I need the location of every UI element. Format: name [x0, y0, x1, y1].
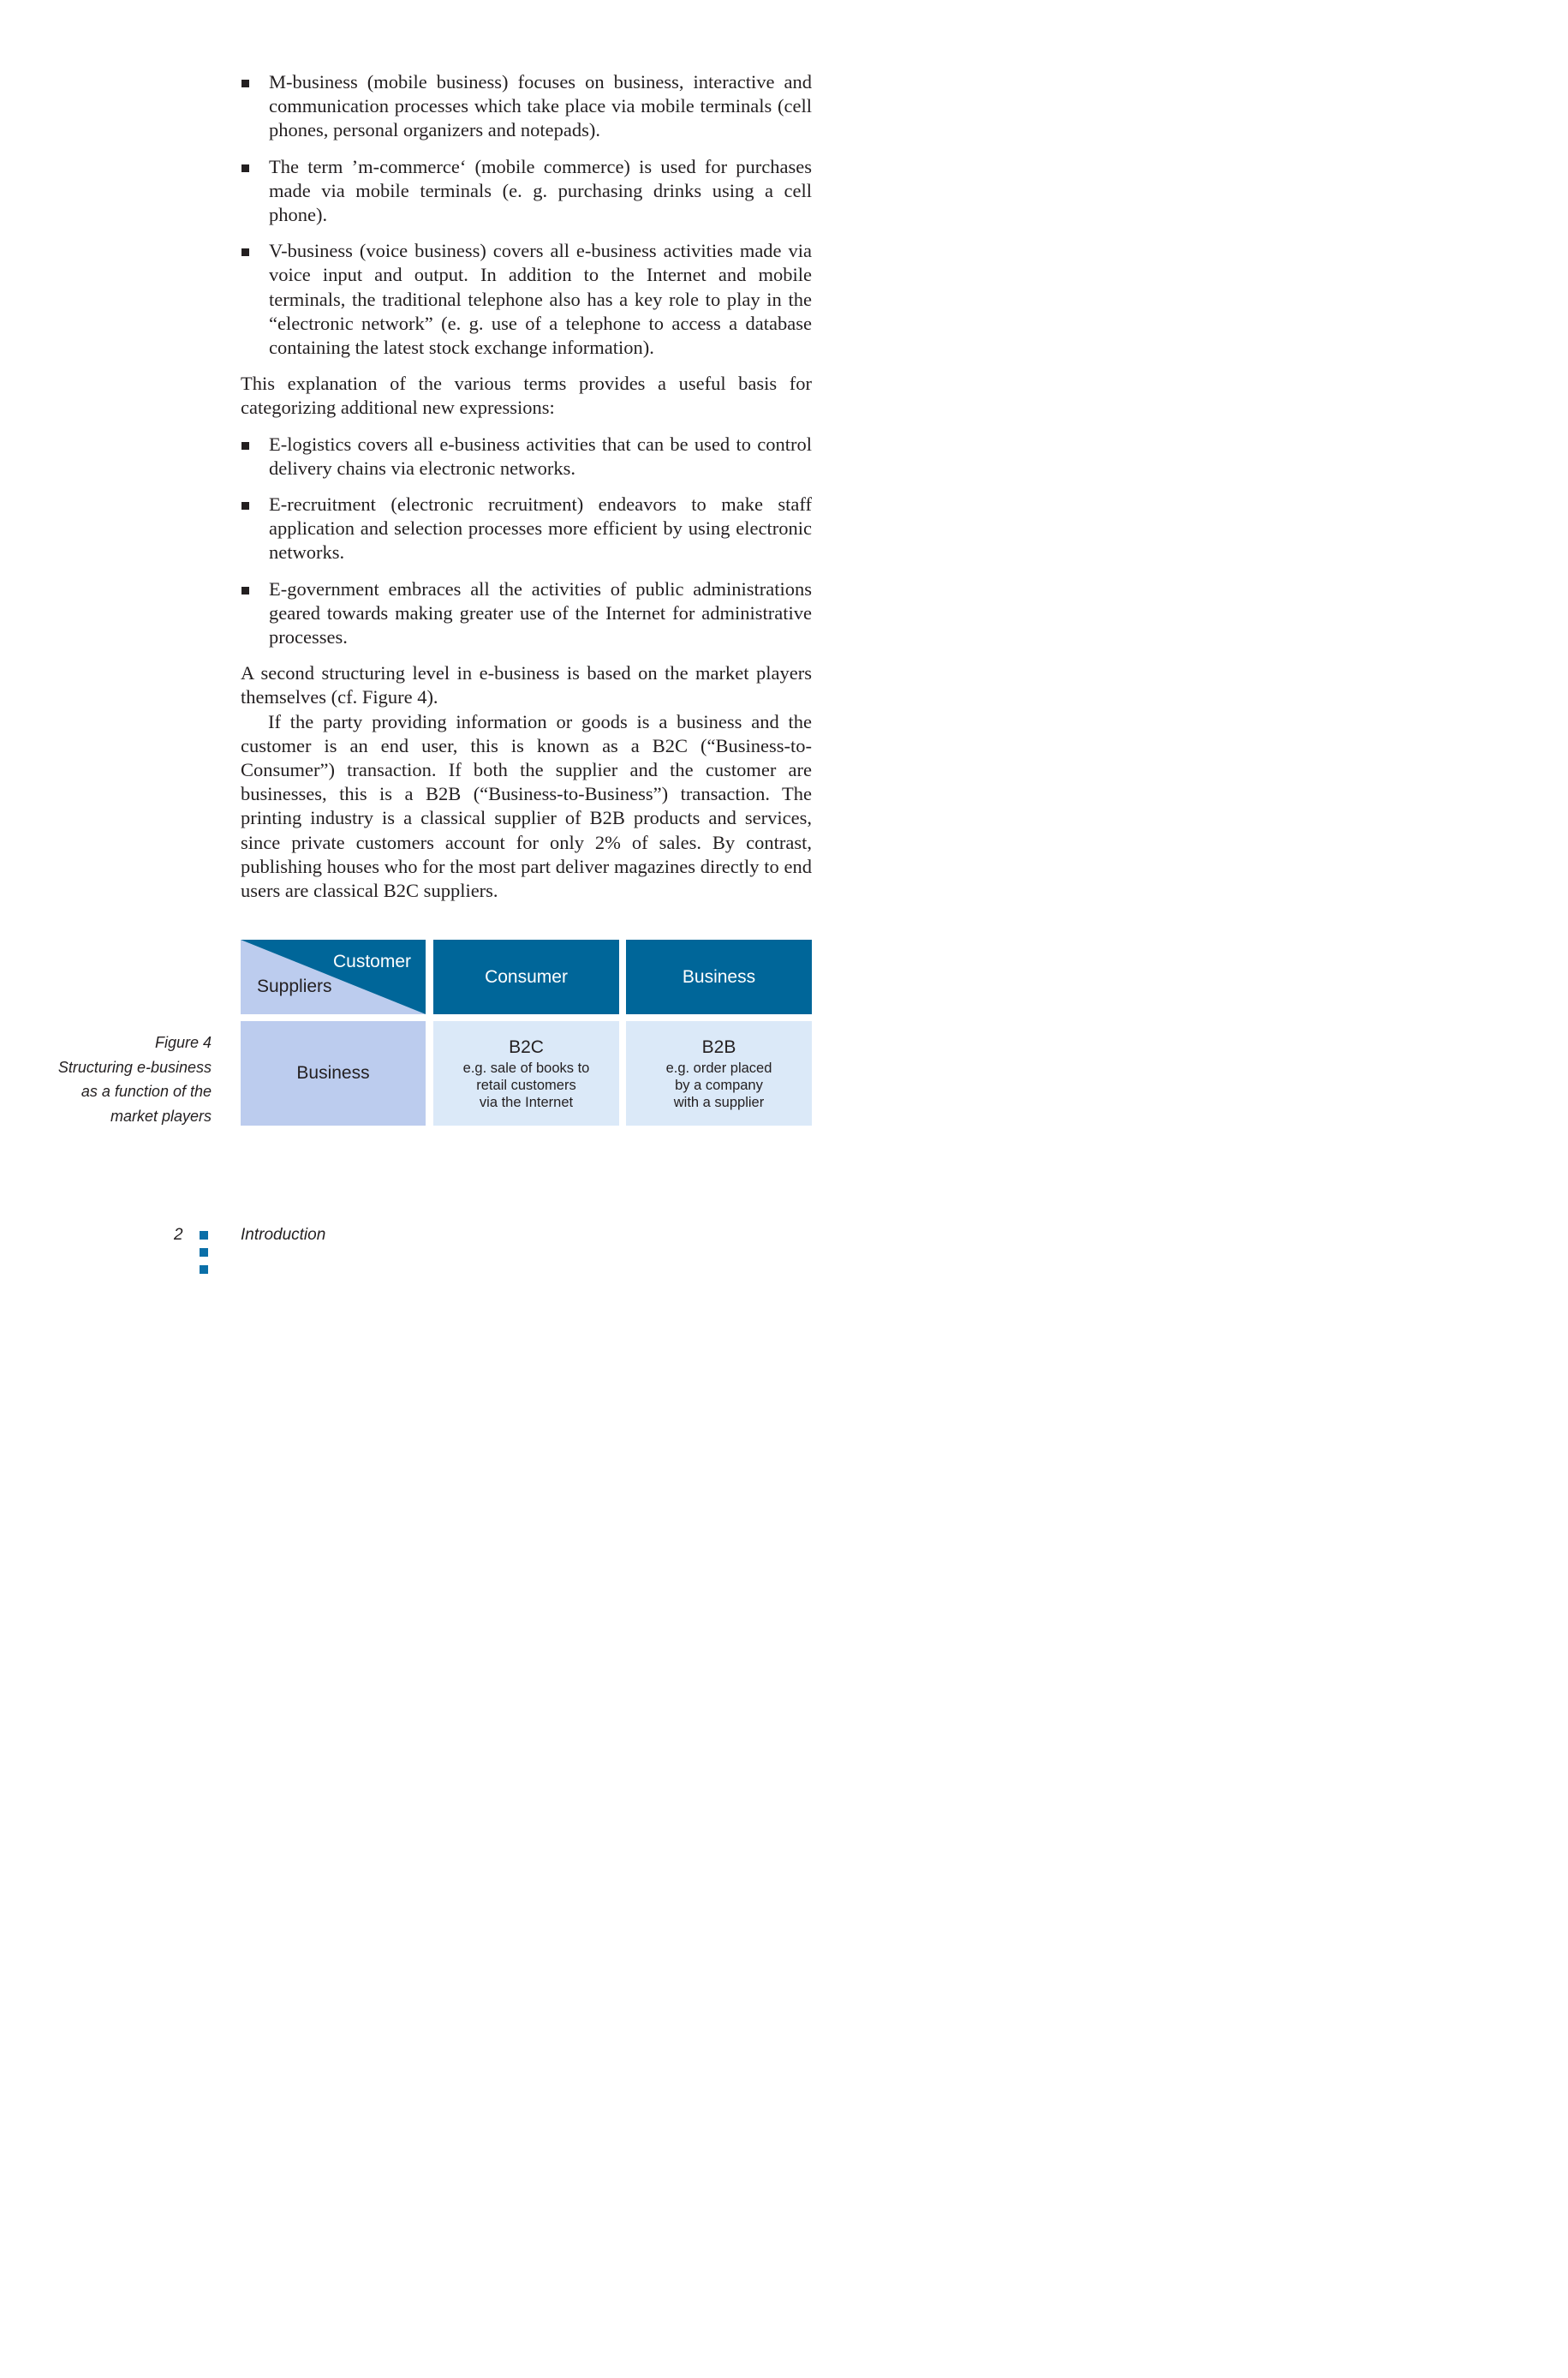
bullet-item — [241, 493, 812, 565]
bullet-square-icon — [241, 587, 249, 594]
cell-b2c — [433, 1021, 619, 1126]
bullet-square-icon — [241, 502, 249, 510]
bullet-text: V-business (voice business) covers all e-business activities made via voice input and output. In addition to the Internet and mobile terminals, the traditional telephone also has a key role to play in the “electronic network” (e. g. use of a telephone to access a database containing the latest stock exchange information). — [269, 240, 812, 359]
bullet-text: E-logistics covers all e-business activities that can be used to control delivery chains via electronic networks. — [269, 433, 812, 479]
caption-line: as a function of the — [80, 1083, 212, 1100]
bullet-text: M-business (mobile business) focuses on business, interactive and communication processes which take place via mobile terminals (cell phones, personal organizers and notepads). — [269, 71, 812, 141]
accent-square-icon — [200, 1265, 208, 1274]
bullet-square-icon — [241, 80, 249, 87]
b2b-line: e.g. order placed — [665, 1061, 772, 1076]
figure-matrix — [241, 940, 812, 1126]
column-header-business: Business — [626, 940, 812, 1014]
bullet-square-icon — [241, 248, 249, 256]
b2c-line: e.g. sale of books to — [462, 1061, 590, 1076]
corner-suppliers-label: Suppliers — [257, 977, 332, 996]
bullet-item — [241, 239, 812, 360]
corner-customer-label: Customer — [332, 952, 411, 971]
caption-line: Figure 4 — [154, 1034, 212, 1051]
paragraph: This explanation of the various terms provides a useful basis for categorizing additional new expressions: — [241, 373, 812, 419]
corner-cell — [241, 940, 426, 1014]
bullet-text: The term ’m-commerce‘ (mobile commerce) is used for purchases made via mobile terminals (e. g. purchasing drinks using a cell phone). — [269, 155, 812, 226]
accent-square-icon — [200, 1248, 208, 1257]
bullet-text: E-government embraces all the activities of public administrations geared towards making greater use of the Internet for administrative processes. — [269, 577, 812, 648]
bullet-text: E-recruitment (electronic recruitment) endeavors to make staff application and selection processes more efficient by using electronic networks. — [269, 493, 812, 564]
bullet-item — [241, 70, 812, 143]
bullet-item — [241, 155, 812, 228]
b2c-line: via the Internet — [479, 1095, 574, 1110]
bullet-square-icon — [241, 164, 249, 172]
bullet-item — [241, 433, 812, 481]
caption-line: market players — [110, 1107, 212, 1125]
main-text-column — [241, 70, 812, 915]
b2c-label: B2C — [509, 1037, 544, 1057]
b2b-description — [626, 1060, 812, 1111]
page-number: 2 — [174, 1226, 183, 1244]
accent-square-icon — [200, 1231, 208, 1240]
row-header-business: Business — [241, 1021, 426, 1126]
b2b-line: with a supplier — [673, 1095, 765, 1110]
paragraph: If the party providing information or goods is a business and the customer is an end user, this is known as a B2C (“Business-to-Consumer”) transaction. If both the supplier and the customer are businesses, this is a B2B (“Business-to-Business”) transaction. The printing industry is a classical supplier of B2B products and services, since private customers account for only 2% of sales. By contrast, publishing houses who for the most part deliver magazines directly to end users are classical B2C suppliers. — [241, 710, 812, 902]
column-header-consumer: Consumer — [433, 940, 619, 1014]
paragraph: A second structuring level in e-business is based on the market players themselves (cf. Figure 4). — [241, 662, 812, 708]
section-title: Introduction — [241, 1226, 326, 1244]
b2b-line: by a company — [675, 1078, 763, 1093]
bullet-square-icon — [241, 442, 249, 450]
b2c-description — [433, 1060, 619, 1111]
caption-line: Structuring e-business — [57, 1058, 212, 1076]
figure-caption — [40, 1031, 212, 1128]
b2c-line: retail customers — [476, 1078, 576, 1093]
cell-b2b — [626, 1021, 812, 1126]
bullet-item — [241, 577, 812, 650]
b2b-label: B2B — [701, 1037, 736, 1057]
